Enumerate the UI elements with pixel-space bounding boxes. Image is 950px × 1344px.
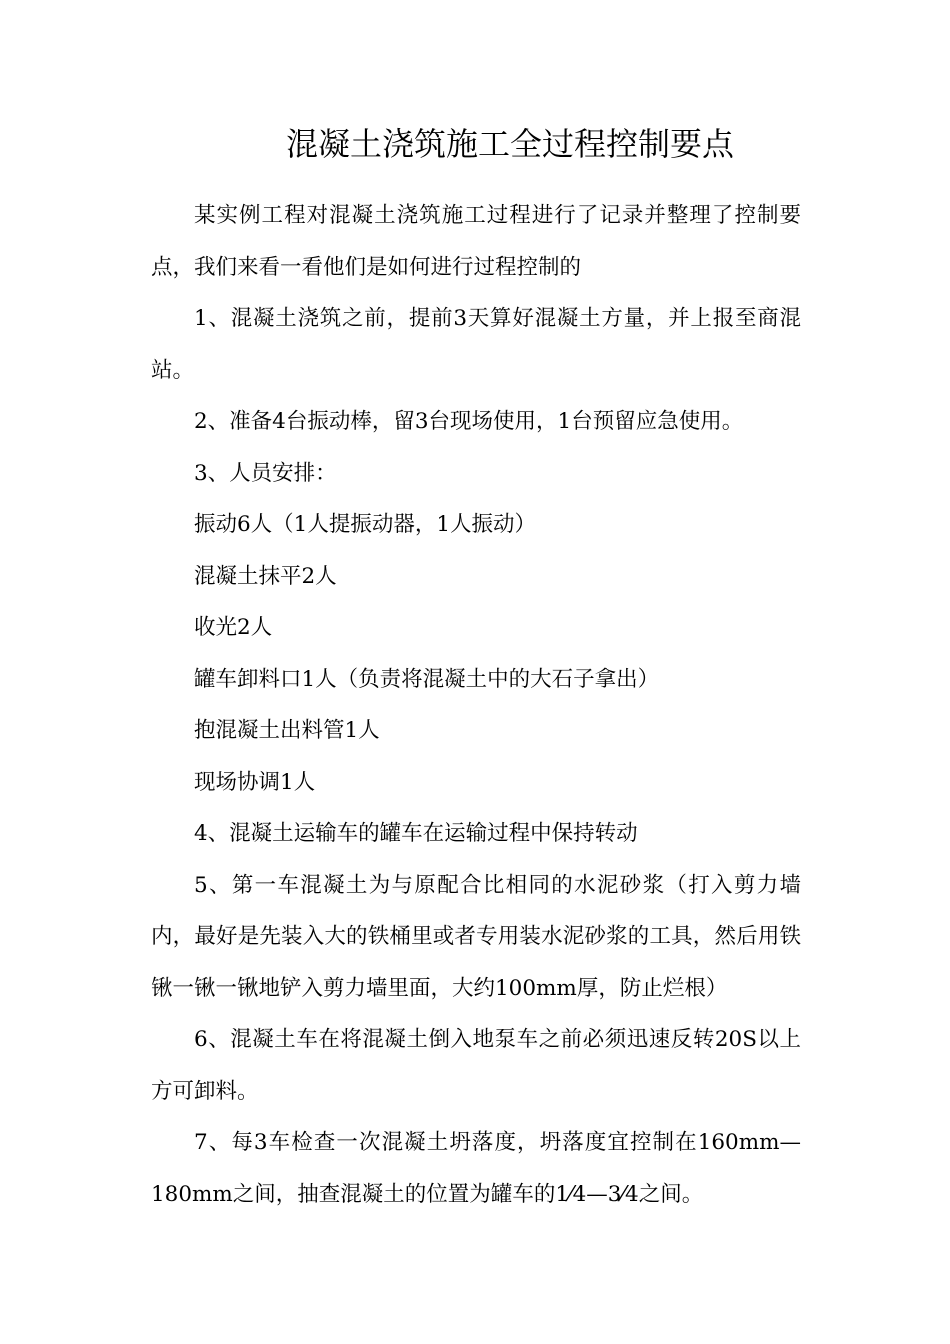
paragraph-intro: 某实例工程对混凝土浇筑施工过程进行了记录并整理了控制要点，我们来看一看他们是如何进行过程控制的 [151,203,801,280]
staffing-item-hose: 抱混凝土出料管1人 [194,718,380,743]
paragraph-step-3: 3、人员安排： [194,460,337,486]
staffing-item-finishing: 收光2人 [194,615,273,640]
paragraph-step-1: 1、混凝土浇筑之前，提前3天算好混凝土方量，并上报至商混站。 [151,306,801,383]
staffing-item-coordination: 现场协调1人 [194,769,316,795]
staffing-item-vibration: 振动6人（1人提振动器，1人振动） [194,512,537,537]
paragraph-step-6: 6、混凝土车在将混凝土倒入地泵车之前必须迅速反转20S以上方可卸料。 [151,1027,801,1104]
paragraph-step-7: 7、每3车检查一次混凝土坍落度，坍落度宜控制在160mm—180mm之间，抽查混凝土的位置为罐车的1⁄4—3⁄4之间。 [151,1130,801,1207]
paragraph-step-4: 4、混凝土运输车的罐车在运输过程中保持转动 [194,821,638,846]
document-body [151,190,801,1220]
staffing-item-leveling: 混凝土抹平2人 [194,563,337,589]
document-title: 混凝土浇筑施工全过程控制要点 [285,125,734,163]
paragraph-step-2: 2、准备4台振动棒，留3台现场使用，1台预留应急使用。 [194,409,744,434]
paragraph-step-5: 5、第一车混凝土为与原配合比相同的水泥砂浆（打入剪力墙内，最好是先装入大的铁桶里或者专用装水泥砂浆的工具，然后用铁锹一锹一锹地铲入剪力墙里面，大约100mm厚，防止烂根） [151,872,801,1001]
staffing-item-discharge: 罐车卸料口1人（负责将混凝土中的大石子拿出） [194,666,660,692]
